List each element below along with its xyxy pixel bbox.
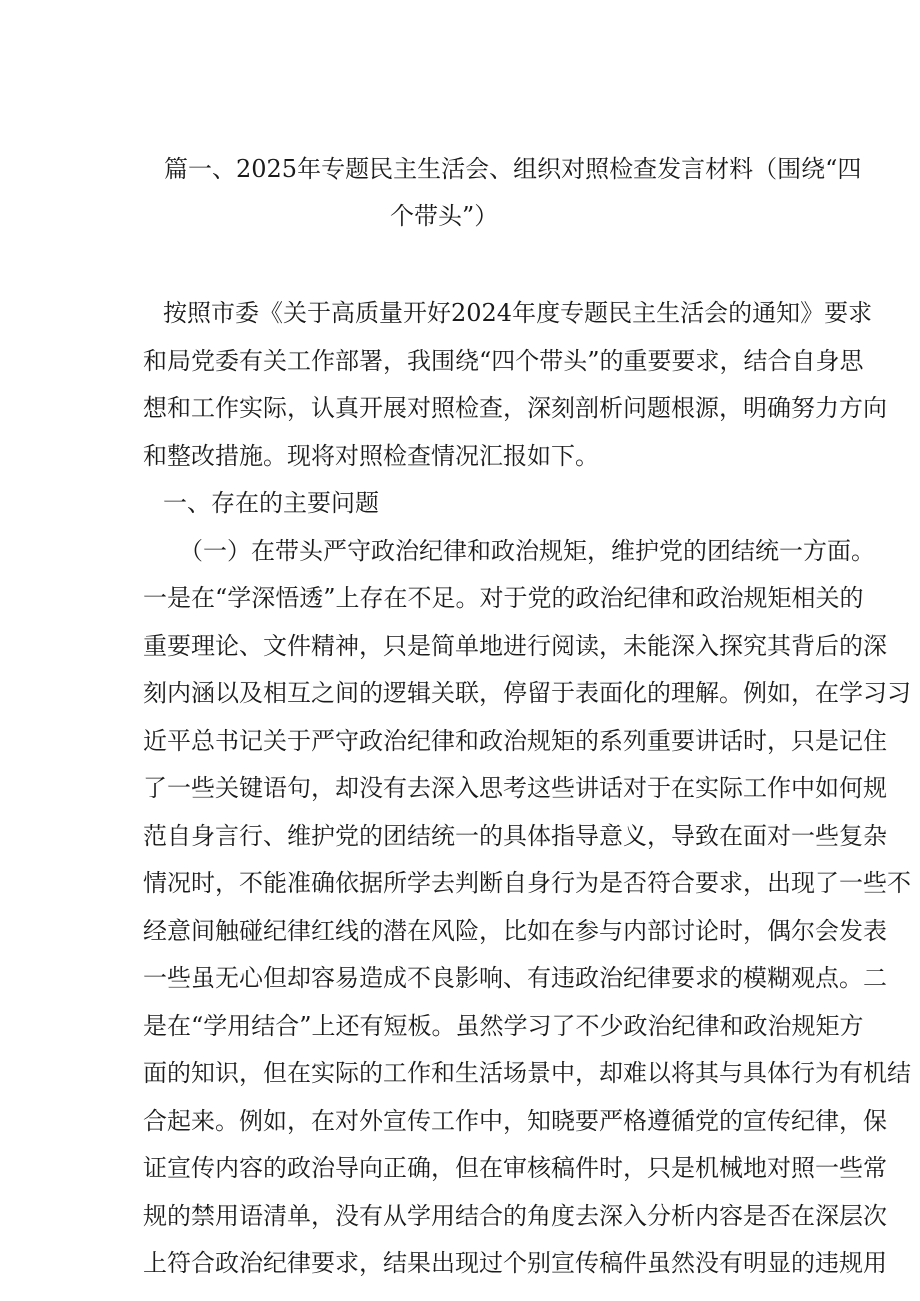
body-line: 是在“学用结合”上还有短板。虽然学习了不少政治纪律和政治规矩方 (143, 1011, 864, 1040)
body-line: 规的禁用语清单，没有从学用结合的角度去深入分析内容是否在深层次 (143, 1201, 887, 1230)
document-body (143, 290, 911, 1288)
body-line: 近平总书记关于严守政治纪律和政治规矩的系列重要讲话时，只是记住 (143, 726, 887, 755)
document-title-line-1: 篇一、2025年专题民主生活会、组织对照检查发言材料（围绕“四 (164, 155, 862, 183)
body-line: 面的知识，但在实际的工作和生活场景中，却难以将其与具体行为有机结 (143, 1059, 911, 1087)
body-line: 了一些关键语句，却没有去深入思考这些讲话对于在实际工作中如何规 (143, 774, 887, 802)
body-line: 合起来。例如，在对外宣传工作中，知晓要严格遵循党的宣传纪律，保 (143, 1106, 887, 1135)
body-line: 和局党委有关工作部署，我围绕“四个带头”的重要要求，结合自身思 (143, 346, 864, 375)
body-line: 一是在“学深悟透”上存在不足。对于党的政治纪律和政治规矩相关的 (143, 584, 864, 612)
body-line: 证宣传内容的政治导向正确，但在审核稿件时，只是机械地对照一些常 (143, 1154, 887, 1182)
body-line: 经意间触碰纪律红线的潜在风险，比如在参与内部讨论时，偶尔会发表 (143, 916, 887, 945)
body-line: 上符合政治纪律要求，结果出现过个别宣传稿件虽然没有明显的违规用 (143, 1249, 887, 1277)
body-line: 重要理论、文件精神，只是简单地进行阅读，未能深入探究其背后的深 (143, 631, 887, 660)
body-line: 一些虽无心但却容易造成不良影响、有违政治纪律要求的模糊观点。二 (143, 964, 887, 992)
body-line: 想和工作实际，认真开展对照检查，深刻剖析问题根源，明确努力方向 (143, 394, 887, 422)
subsection-heading: （一）在带头严守政治纪律和政治规矩，维护党的团结统一方面。 (179, 536, 875, 565)
document-title-line-2: 个带头”） (390, 202, 499, 230)
body-line: 和整改措施。现将对照检查情况汇报如下。 (143, 441, 599, 470)
section-heading: 一、存在的主要问题 (163, 489, 379, 517)
body-line: 刻内涵以及相互之间的逻辑关联，停留于表面化的理解。例如，在学习习 (143, 679, 911, 707)
body-line: 按照市委《关于高质量开好2024年度专题民主生活会的通知》要求 (163, 299, 873, 327)
body-line: 范自身言行、维护党的团结统一的具体指导意义，导致在面对一些复杂 (143, 821, 887, 850)
body-line: 情况时，不能准确依据所学去判断自身行为是否符合要求，出现了一些不 (143, 869, 911, 897)
